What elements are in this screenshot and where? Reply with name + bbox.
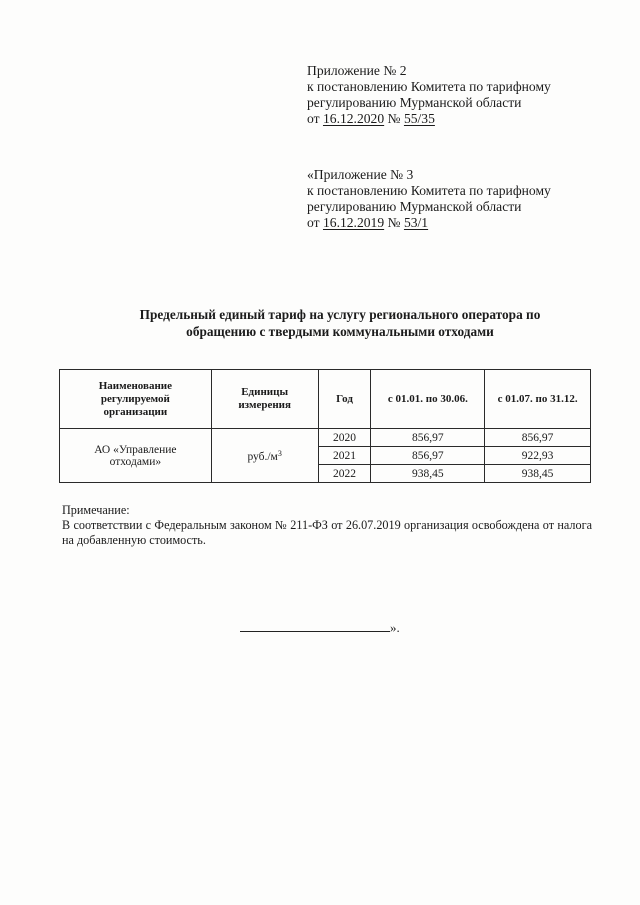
- appendix-2-date: 16.12.2020: [322, 111, 385, 126]
- appendix-2-line2: к постановлению Комитета по тарифному: [307, 79, 551, 94]
- appendix-3-num-prefix: №: [387, 215, 401, 230]
- organization-l1: АО «Управление: [94, 443, 177, 456]
- unit-power: 3: [277, 448, 282, 458]
- organization-cell: [60, 429, 212, 483]
- period-1-cell: 938,45: [371, 465, 485, 483]
- header-unit-l1: Единицы: [241, 386, 289, 398]
- appendix-3-date-line: [307, 215, 607, 231]
- appendix-2-title: Приложение № 2: [307, 63, 407, 78]
- header-organization: [60, 370, 212, 429]
- table-row: [60, 429, 591, 447]
- appendix-3-line3: регулированию Мурманской области: [307, 199, 522, 214]
- appendix-2-date-line: [307, 111, 607, 127]
- appendix-2-number: 55/35: [403, 111, 435, 126]
- title-line-2: обращению с твердыми коммунальными отходами: [186, 324, 494, 339]
- period-1-cell: 856,97: [371, 429, 485, 447]
- header-organization-l3: организации: [103, 405, 168, 418]
- header-unit: [211, 370, 318, 429]
- period-2-cell: 938,45: [485, 465, 591, 483]
- tariff-table: [59, 369, 591, 483]
- year-cell: 2021: [318, 447, 371, 465]
- year-cell: 2022: [318, 465, 371, 483]
- header-period-2: с 01.07. по 31.12.: [485, 370, 591, 429]
- note-block: [62, 503, 592, 548]
- appendix-3-from: от: [307, 215, 320, 230]
- period-2-cell: 856,97: [485, 429, 591, 447]
- appendix-2-line3: регулированию Мурманской области: [307, 95, 522, 110]
- organization-l2: отходами»: [109, 455, 162, 468]
- closing-quote: ».: [390, 620, 400, 635]
- appendix-3-title: «Приложение № 3: [307, 167, 414, 182]
- appendix-2-from: от: [307, 111, 320, 126]
- appendix-2-num-prefix: №: [387, 111, 401, 126]
- year-cell: 2020: [318, 429, 371, 447]
- period-2-cell: 922,93: [485, 447, 591, 465]
- appendix-3-header: [307, 167, 607, 231]
- unit-text: руб./м: [247, 450, 278, 463]
- header-period-1: с 01.01. по 30.06.: [371, 370, 485, 429]
- appendix-3-line2: к постановлению Комитета по тарифному: [307, 183, 551, 198]
- document-title: [80, 306, 600, 340]
- signature-underline: [240, 621, 390, 632]
- table-header-row: [60, 370, 591, 429]
- appendix-3-number: 53/1: [403, 215, 429, 230]
- closing-line: [240, 620, 400, 636]
- header-year: Год: [318, 370, 371, 429]
- note-heading: Примечание:: [62, 503, 130, 517]
- unit-cell: [211, 429, 318, 483]
- appendix-3-date: 16.12.2019: [322, 215, 385, 230]
- header-organization-l1: Наименование: [98, 379, 173, 392]
- header-organization-l2: регулируемой: [100, 392, 170, 405]
- note-text: В соответствии с Федеральным законом № 211-ФЗ от 26.07.2019 организация освобождена от налога на добавленную стоимость.: [62, 518, 592, 547]
- appendix-2-header: [307, 63, 607, 127]
- header-unit-l2: измерения: [238, 399, 291, 411]
- title-line-1: Предельный единый тариф на услугу регионального оператора по: [139, 307, 541, 322]
- period-1-cell: 856,97: [371, 447, 485, 465]
